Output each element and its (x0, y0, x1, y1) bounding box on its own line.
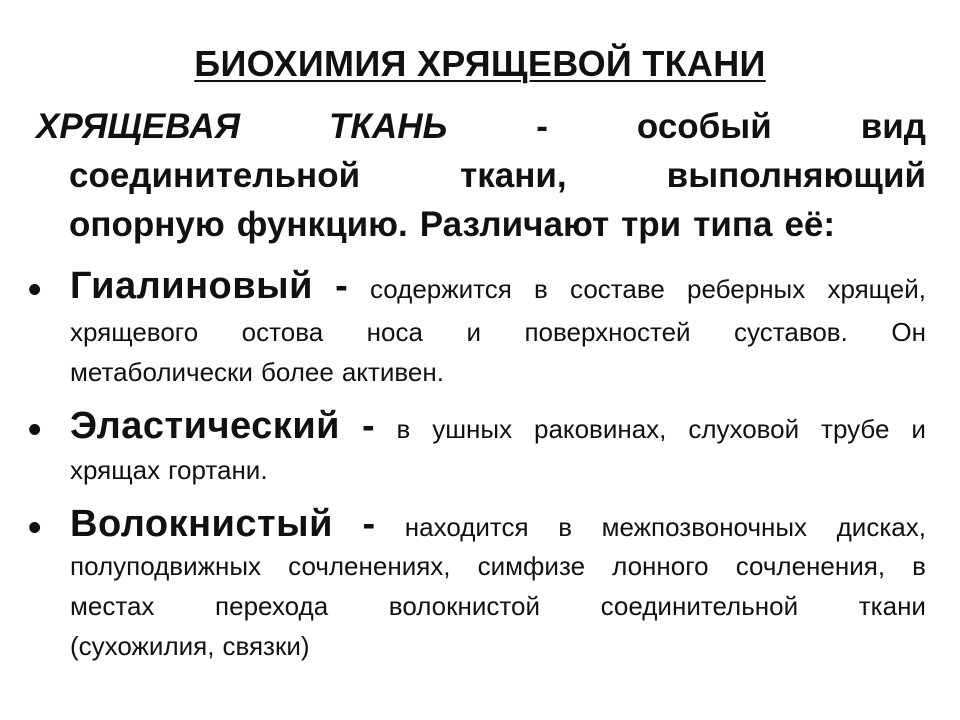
bullet-line-1 (70, 504, 926, 547)
bullet-word: межпозвоночных (601, 512, 808, 542)
intro-word: функцию. (236, 205, 408, 244)
bullet-word: ушных (432, 414, 513, 444)
bullet-word: находится (404, 512, 529, 542)
bullet-term: Волокнистый (70, 503, 333, 545)
bullet-word: гортани. (168, 455, 268, 485)
bullet-word: более (260, 357, 334, 387)
bullet-word: сочленениях, (288, 551, 451, 581)
bullet-line-2 (70, 312, 926, 352)
bullet-word: остова (241, 317, 324, 347)
bullet-word: перехода (215, 591, 329, 621)
bullet-word: в (534, 274, 548, 304)
bullet-word: раковинах, (533, 414, 667, 444)
intro-word: её: (784, 205, 836, 244)
bullet-word: симфизе (477, 551, 586, 581)
bullet-word: хрящевого (70, 317, 199, 347)
intro-word: - (536, 107, 548, 146)
intro-word: ткани, (460, 156, 567, 195)
bullet-word: суставов. (734, 317, 848, 347)
bullet-dash: - (361, 405, 375, 447)
intro-word: типа (693, 205, 773, 244)
bullet-word: в (912, 551, 926, 581)
bullet-word: поверхностей (524, 317, 691, 347)
intro-line-3 (36, 200, 926, 249)
bullet-word: в (396, 414, 411, 444)
slide-title: БИОХИМИЯ ХРЯЩЕВОЙ ТКАНИ (194, 43, 766, 84)
bullet-dash: - (362, 503, 376, 545)
intro-word: соединительной (69, 156, 361, 195)
intro-word: три (621, 205, 682, 244)
intro-word: Различают (419, 205, 610, 244)
intro-word: ТКАНЬ (329, 107, 448, 146)
bullet-word: реберных (687, 274, 806, 304)
bullet-line-3 (70, 586, 926, 626)
bullet-word: содержится (369, 274, 512, 304)
bullet-word: полуподвижных (70, 551, 262, 581)
intro-word: особый (636, 107, 772, 146)
bullet-word: хрящей, (827, 274, 926, 304)
bullet-word: носа (366, 317, 423, 347)
intro-word: вид (860, 107, 926, 146)
bullet-word: составе (570, 274, 665, 304)
bullet-line-4 (70, 626, 926, 666)
bullet-word: трубе (821, 414, 890, 444)
bullet-term: Гиалиновый (70, 265, 313, 307)
bullet-word: связки) (222, 631, 310, 661)
intro-line-1 (36, 102, 926, 151)
bullet-word: волокнистой (388, 591, 540, 621)
bullet-word: ткани (858, 591, 926, 621)
bullet-line-2 (70, 450, 926, 490)
bullet-line-1 (70, 266, 926, 309)
bullet-dot: • (28, 409, 42, 451)
bullet-term: Эластический (70, 405, 341, 447)
bullet-line-3 (70, 352, 926, 392)
bullet-dot: • (28, 507, 42, 549)
intro-paragraph (36, 102, 926, 249)
bullet-word: (сухожилия, (70, 631, 215, 661)
bullet-word: соединительной (600, 591, 799, 621)
bullet-word: и (466, 317, 481, 347)
bullet-word: сочленения, (735, 551, 886, 581)
intro-line-2 (36, 151, 926, 200)
intro-word: выполняющий (666, 156, 926, 195)
bullet-word: метаболически (70, 357, 253, 387)
bullet-word: местах (70, 591, 155, 621)
bullet-word: дисках, (836, 512, 926, 542)
bullet-dash: - (335, 265, 348, 307)
bullet-line-2 (70, 546, 926, 586)
intro-word: опорную (69, 205, 225, 244)
bullet-word: лонного (612, 551, 709, 581)
bullet-word: слуховой (688, 414, 800, 444)
bullet-line-1 (70, 406, 926, 449)
bullet-dot: • (28, 269, 42, 311)
bullet-word: в (558, 512, 573, 542)
bullet-word: активен. (341, 357, 444, 387)
bullet-word: хрящах (70, 455, 161, 485)
intro-word: ХРЯЩЕВАЯ (36, 107, 241, 146)
bullet-word: и (911, 414, 926, 444)
bullet-word: Он (891, 317, 926, 347)
